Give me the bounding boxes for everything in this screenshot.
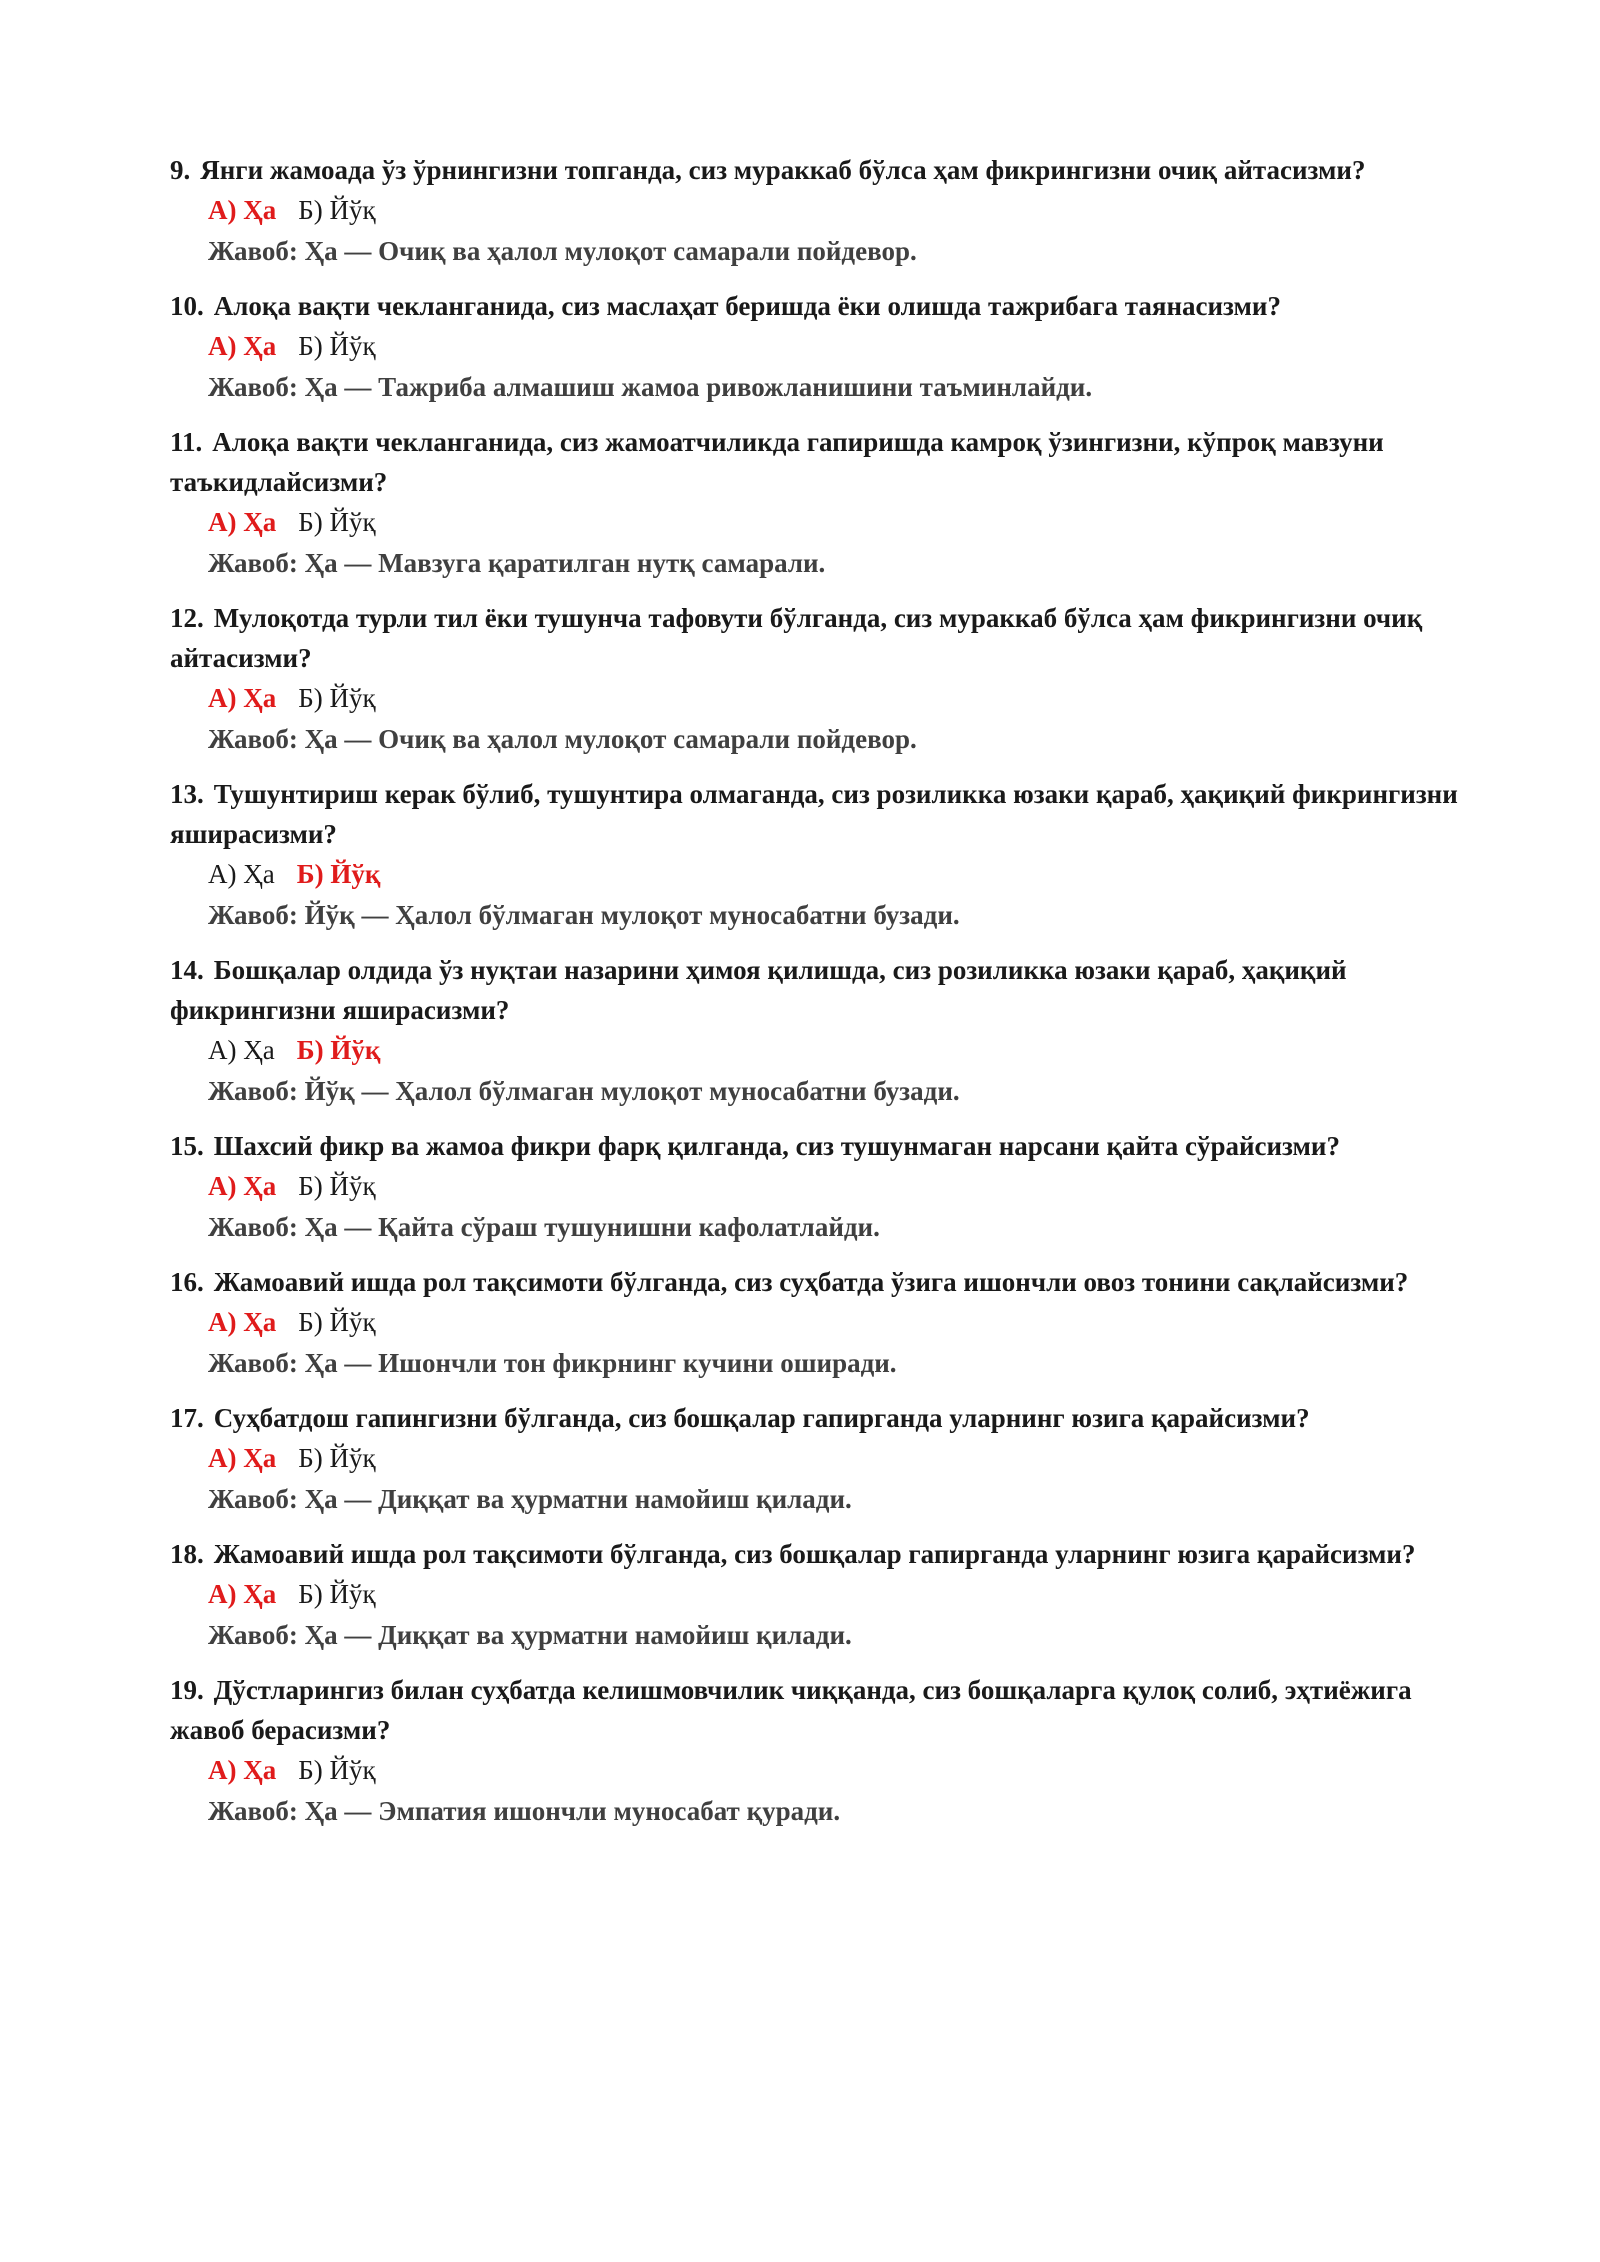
option: Б) Йўқ (298, 1171, 376, 1201)
option-correct: А) Ҳа (208, 1443, 277, 1473)
question-text (170, 150, 1460, 190)
option-correct: А) Ҳа (208, 507, 277, 537)
question-text (170, 286, 1460, 326)
question-text (170, 1398, 1460, 1438)
answer-options (170, 1166, 1460, 1206)
answer-options (170, 1438, 1460, 1478)
answer-options (170, 1574, 1460, 1614)
question-text (170, 598, 1460, 678)
question-text (170, 1126, 1460, 1166)
option-correct: Б) Йўқ (296, 1035, 381, 1065)
answer-explanation: Жавоб: Ҳа — Очиқ ва ҳалол мулоқот самарали пойдевор. (208, 236, 917, 266)
answer-options (170, 854, 1460, 894)
answer-options (170, 1750, 1460, 1790)
option-correct: А) Ҳа (208, 1755, 277, 1785)
answer-options (170, 502, 1460, 542)
question-number: 11. (170, 427, 203, 457)
question-block (170, 150, 1460, 272)
question-body: Суҳбатдош гапингизни бўлганда, сиз бошқалар гапирганда уларнинг юзига қарайсизми? (213, 1403, 1310, 1433)
question-text (170, 1670, 1460, 1750)
question-block (170, 774, 1460, 936)
option-correct: А) Ҳа (208, 1307, 277, 1337)
question-body: Алоқа вақти чекланганида, сиз жамоатчиликда гапиришда камроқ ўзингизни, кўпроқ мавзуни таъкидлайсизми? (170, 427, 1384, 497)
question-block (170, 1398, 1460, 1520)
answer-explanation: Жавоб: Ҳа — Тажриба алмашиш жамоа ривожланишини таъминлайди. (208, 372, 1093, 402)
answer-explanation: Жавоб: Ҳа — Мавзуга қаратилган нутқ самарали. (208, 548, 826, 578)
question-number: 16. (170, 1267, 204, 1297)
answer-options (170, 1302, 1460, 1342)
answer-options (170, 1030, 1460, 1070)
question-body: Бошқалар олдида ўз нуқтаи назарини ҳимоя қилишда, сиз розиликка юзаки қараб, ҳақиқий фикрингизни яширасизми? (170, 955, 1347, 1025)
answer-explanation: Жавоб: Ҳа — Эмпатия ишончли муносабат қуради. (208, 1796, 841, 1826)
question-block (170, 1670, 1460, 1832)
question-number: 17. (170, 1403, 204, 1433)
question-number: 19. (170, 1675, 204, 1705)
question-body: Жамоавий ишда рол тақсимоти бўлганда, сиз суҳбатда ўзига ишончли овоз тонини сақлайсизми? (213, 1267, 1409, 1297)
question-block (170, 950, 1460, 1112)
option-correct: А) Ҳа (208, 1579, 277, 1609)
question-block (170, 422, 1460, 584)
option: Б) Йўқ (298, 195, 376, 225)
option-correct: Б) Йўқ (296, 859, 381, 889)
question-block (170, 598, 1460, 760)
option: Б) Йўқ (298, 1443, 376, 1473)
question-block (170, 1262, 1460, 1384)
question-block (170, 1126, 1460, 1248)
question-number: 13. (170, 779, 204, 809)
option: Б) Йўқ (298, 683, 376, 713)
option-correct: А) Ҳа (208, 331, 277, 361)
question-text (170, 422, 1460, 502)
question-body: Тушунтириш керак бўлиб, тушунтира олмаганда, сиз розиликка юзаки қараб, ҳақиқий фикрингизни яширасизми? (170, 779, 1458, 849)
answer-options (170, 678, 1460, 718)
option: Б) Йўқ (298, 1307, 376, 1337)
option: А) Ҳа (208, 1035, 275, 1065)
question-body: Шахсий фикр ва жамоа фикри фарқ қилганда, сиз тушунмаган нарсани қайта сўрайсизми? (213, 1131, 1340, 1161)
question-number: 14. (170, 955, 204, 985)
option: А) Ҳа (208, 859, 275, 889)
option: Б) Йўқ (298, 1755, 376, 1785)
option-correct: А) Ҳа (208, 1171, 277, 1201)
question-text (170, 1534, 1460, 1574)
option-correct: А) Ҳа (208, 195, 277, 225)
question-body: Янги жамоада ўз ўрнингизни топганда, сиз мураккаб бўлса ҳам фикрингизни очиқ айтасизми? (200, 155, 1366, 185)
answer-explanation: Жавоб: Ҳа — Қайта сўраш тушунишни кафолатлайди. (208, 1212, 880, 1242)
question-number: 18. (170, 1539, 204, 1569)
option: Б) Йўқ (298, 331, 376, 361)
question-number: 9. (170, 155, 191, 185)
answer-options (170, 190, 1460, 230)
question-body: Мулоқотда турли тил ёки тушунча тафовути бўлганда, сиз мураккаб бўлса ҳам фикрингизни очиқ айтасизми? (170, 603, 1423, 673)
answer-explanation: Жавоб: Ҳа — Ишончли тон фикрнинг кучини оширади. (208, 1348, 897, 1378)
answer-options (170, 326, 1460, 366)
answer-explanation: Жавоб: Ҳа — Диққат ва ҳурматни намойиш қилади. (208, 1484, 852, 1514)
question-text (170, 774, 1460, 854)
question-number: 15. (170, 1131, 204, 1161)
question-block (170, 1534, 1460, 1656)
question-body: Дўстларингиз билан суҳбатда келишмовчилик чиққанда, сиз бошқаларга қулоқ солиб, эҳтиёжига жавоб берасизми? (170, 1675, 1412, 1745)
question-body: Жамоавий ишда рол тақсимоти бўлганда, сиз бошқалар гапирганда уларнинг юзига қарайсизми? (213, 1539, 1416, 1569)
answer-explanation: Жавоб: Ҳа — Очиқ ва ҳалол мулоқот самарали пойдевор. (208, 724, 917, 754)
option: Б) Йўқ (298, 507, 376, 537)
option: Б) Йўқ (298, 1579, 376, 1609)
question-list (170, 150, 1460, 1846)
question-number: 12. (170, 603, 204, 633)
question-number: 10. (170, 291, 204, 321)
answer-explanation: Жавоб: Йўқ — Ҳалол бўлмаган мулоқот муносабатни бузади. (208, 900, 960, 930)
option-correct: А) Ҳа (208, 683, 277, 713)
answer-explanation: Жавоб: Йўқ — Ҳалол бўлмаган мулоқот муносабатни бузади. (208, 1076, 960, 1106)
question-block (170, 286, 1460, 408)
answer-explanation: Жавоб: Ҳа — Диққат ва ҳурматни намойиш қилади. (208, 1620, 852, 1650)
question-text (170, 1262, 1460, 1302)
question-text (170, 950, 1460, 1030)
question-body: Алоқа вақти чекланганида, сиз маслаҳат беришда ёки олишда тажрибага таянасизми? (213, 291, 1281, 321)
